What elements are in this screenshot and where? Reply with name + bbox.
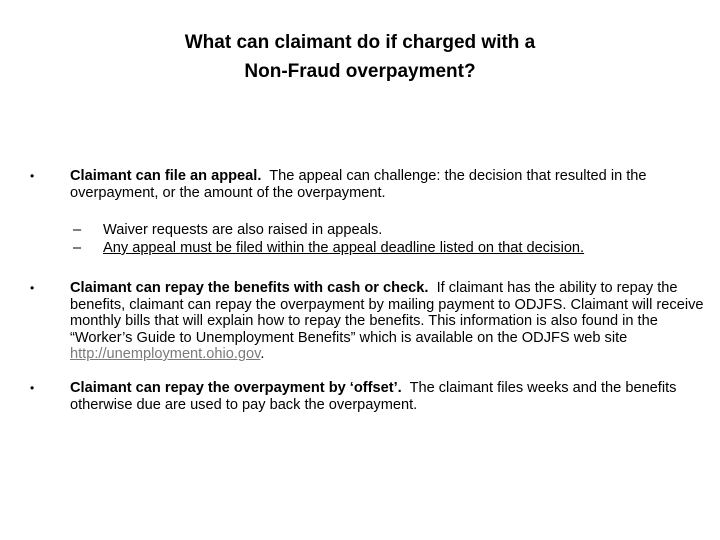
bullet-text [70,168,708,201]
bullet-icon: • [30,381,35,395]
dash-icon: – [73,240,82,256]
bullet-text [70,380,708,413]
dash-icon: – [73,222,82,238]
title-line-2: Non-Fraud overpayment? [244,61,476,82]
bullet-body: The appeal can challenge: the decision that resulted in the overpayment, or the amount of the overpayment. [70,168,647,201]
bullet-icon: • [30,169,35,183]
page-title [60,28,660,86]
bullet-lead: Claimant can file an appeal. [70,168,262,184]
bullet-body: If claimant has the ability to repay the benefits, claimant can repay the overpayment by mailing payment to ODJFS. Claimant will receive monthly bills that will explain how to repay the benefits. This information is also found in the “Worker’s Guide to Unemployment Benefits” which is available on the ODJFS web site [70,280,704,346]
sub-item-text: Waiver requests are also raised in appeals. [103,222,383,238]
odjfs-website-link[interactable]: http://unemployment.ohio.gov [70,346,261,362]
bullet-lead: Claimant can repay the benefits with cash or check. [70,280,429,296]
sub-item-text: Any appeal must be filed within the appeal deadline listed on that decision. [103,240,585,256]
title-line-1: What can claimant do if charged with a [184,32,536,53]
bullet-text [70,280,708,363]
bullet-lead: Claimant can repay the overpayment by ‘offset’. [70,380,402,396]
bullet-tail: . [260,346,265,362]
bullet-body: The claimant files weeks and the benefits otherwise due are used to pay back the overpayment. [70,380,677,413]
bullet-icon: • [30,281,35,295]
